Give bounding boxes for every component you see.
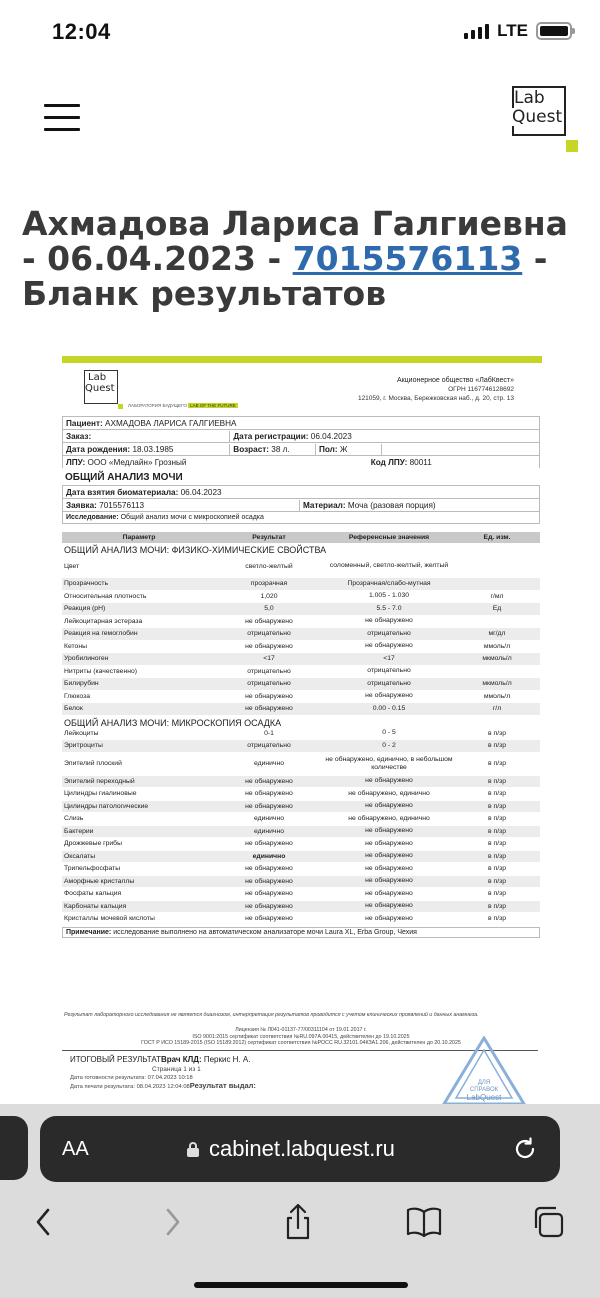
table-row: [62, 666, 540, 679]
study: Общий анализ мочи с микроскопией осадка: [120, 514, 264, 521]
result-cell: единично: [253, 760, 285, 767]
param-cell: Кетоны: [64, 642, 87, 650]
unit-cell: в п/зр: [488, 742, 506, 750]
lock-icon: [187, 1142, 199, 1157]
result-cell: единично: [252, 852, 286, 860]
reference-cell: отрицательно: [367, 629, 411, 637]
table-row: [62, 776, 540, 789]
stamp-text-2: СПРАВОК: [469, 1087, 499, 1093]
result-cell: отрицательно: [247, 630, 291, 638]
param-cell: Относительная плотность: [64, 592, 147, 600]
unit-cell: в п/зр: [488, 840, 506, 848]
logo-text-lab: Lab: [514, 88, 545, 108]
result-cell: отрицательно: [247, 667, 291, 675]
battery-icon: [536, 22, 572, 40]
unit-cell: в п/зр: [488, 827, 506, 835]
table-row: [62, 813, 540, 826]
col-units: Ед. изм.: [483, 534, 511, 541]
table-header: [62, 532, 540, 543]
table-row: [62, 826, 540, 839]
reference-cell: Прозрачная/слабо-мутная: [347, 579, 431, 587]
param-cell: Белок: [64, 705, 83, 713]
tagline-ru: ЛАБОРАТОРИЯ БУДУЩЕГО: [128, 403, 187, 408]
param-cell: Цвет: [64, 562, 80, 570]
logo-text-quest: Quest: [512, 107, 563, 127]
reference-cell: 1.005 - 1.030: [368, 592, 410, 600]
result-cell: не обнаружено: [245, 915, 293, 923]
param-cell: Трипельфосфаты: [64, 865, 121, 873]
lpu-code-label: Код ЛПУ:: [370, 457, 408, 467]
result-cell: единично: [253, 827, 285, 835]
reference-cell: не обнаружено: [365, 827, 413, 835]
result-cell: светло-желтый: [245, 562, 293, 570]
unit-cell: в п/зр: [488, 802, 506, 810]
patient-info: [62, 416, 540, 524]
reference-cell: не обнаружено, единично: [348, 789, 430, 797]
study-label: Исследование:: [66, 514, 119, 521]
result-cell: 1,020: [260, 592, 278, 600]
doc-logo-quest: Quest: [85, 383, 115, 394]
sample-date: 06.04.2023: [180, 487, 222, 497]
status-bar: [0, 0, 600, 66]
param-cell: Цилиндры гиалиновые: [64, 790, 137, 798]
result-cell: не обнаружено: [245, 890, 293, 898]
col-reference: Референсные значения: [348, 533, 430, 541]
table-row: [62, 851, 540, 864]
share-icon[interactable]: [278, 1202, 318, 1242]
reference-cell: не обнаружено, единично: [348, 814, 430, 822]
license-1: Лицензия № Л041-01137-77/00311104 от 19.01.2017 г.: [235, 1027, 367, 1033]
reference-cell: не обнаружено: [365, 852, 413, 860]
param-cell: Карбонаты кальция: [64, 902, 127, 910]
menu-icon[interactable]: [44, 104, 80, 132]
result-cell: не обнаружено: [245, 642, 293, 650]
param-cell: Лейкоциты: [64, 729, 99, 737]
param-cell: Слизь: [64, 815, 84, 823]
unit-cell: в п/зр: [488, 815, 506, 823]
table-row: [62, 628, 540, 641]
url-display[interactable]: [187, 1136, 395, 1162]
result-cell: <17: [263, 655, 275, 663]
note-text: исследование выполнено на автоматическом анализаторе мочи Laura XL, Erba Group, Чехия: [113, 928, 417, 936]
param-cell: Эпителий переходный: [64, 777, 135, 785]
reference-cell: не обнаружено: [365, 864, 413, 872]
doc-logo: [84, 370, 118, 404]
reference-cell: не обнаружено: [365, 692, 413, 700]
reference-cell: не обнаружено: [365, 877, 413, 885]
table-row: [62, 863, 540, 876]
result-cell: прозрачная: [250, 580, 288, 588]
result-cell: не обнаружено: [245, 902, 293, 910]
table-row: [62, 901, 540, 914]
stamp-text-3: LabQuest: [466, 1093, 502, 1102]
order-link[interactable]: 7015576113: [292, 239, 523, 278]
disclaimer: Результат лабораторного исследования не является диагнозом, интерпретация результатов проводится с учетом клинических проявлений и данных анамнеза.: [64, 1012, 479, 1018]
table-row: [62, 653, 540, 666]
org-name: Акционерное общество «ЛабКвест»: [396, 377, 514, 384]
text-size-button[interactable]: AA: [62, 1138, 89, 1160]
stamp: [442, 1036, 526, 1106]
table-row: [62, 703, 540, 716]
result-cell: не обнаружено: [245, 692, 293, 700]
table-row: [62, 678, 540, 691]
param-cell: Аморфные кристаллы: [64, 877, 135, 885]
tabs-icon[interactable]: [530, 1202, 570, 1242]
reference-cell: 0 - 5: [382, 729, 396, 737]
subsection-physchem: ОБЩИЙ АНАЛИЗ МОЧИ: ФИЗИКО-ХИМИЧЕСКИЕ СВОЙСТВА: [64, 545, 327, 555]
results-table: [62, 532, 540, 938]
table-row: [62, 578, 540, 591]
sample-date-label: Дата взятия биоматериала:: [66, 487, 179, 497]
param-cell: Цилиндры патологические: [64, 802, 149, 810]
lpu: ООО «Медлайн» Грозный: [87, 457, 187, 467]
table-row: [62, 591, 540, 604]
unit-cell: в п/зр: [488, 890, 506, 898]
reference-cell: отрицательно: [367, 667, 411, 675]
stamp-text-1: ДЛЯ: [477, 1080, 491, 1086]
lpu-label: ЛПУ:: [66, 457, 86, 467]
patient-label: Пациент:: [66, 418, 103, 428]
result-cell: не обнаружено: [245, 705, 293, 713]
issued-label: Результат выдал:: [189, 1080, 256, 1090]
reference-cell: не обнаружено: [365, 902, 413, 910]
age-label: Возраст:: [233, 444, 270, 454]
page-title: [22, 206, 582, 311]
page-info: Страница 1 из 1: [152, 1065, 201, 1073]
back-icon[interactable]: [26, 1202, 66, 1242]
result-cell: не обнаружено: [245, 777, 293, 785]
param-cell: Реакция на гемоглобин: [64, 630, 138, 638]
doc-accent-bar: [62, 356, 542, 363]
age: 38 л.: [271, 444, 290, 454]
reload-icon[interactable]: [512, 1136, 538, 1167]
param-cell: Эритроциты: [64, 742, 103, 750]
param-cell: Прозрачность: [64, 580, 109, 588]
result-document: [60, 356, 542, 1116]
reference-cell: не обнаружено: [365, 839, 413, 847]
bottom-nav: [0, 1192, 600, 1262]
final-result-label: ИТОГОВЫЙ РЕЗУЛЬТАТ: [70, 1054, 161, 1064]
param-cell: Уробилиноген: [64, 655, 109, 663]
print-date: Дата печати результата: 08.04.2023 12:04:08: [70, 1083, 190, 1090]
param-cell: Нитриты (качественно): [64, 667, 137, 675]
param-cell: Лейкоцитарная эстераза: [64, 617, 143, 625]
reg-date: 06.04.2023: [310, 431, 352, 441]
reference-cell: не обнаружено: [365, 642, 413, 650]
reg-date-label: Дата регистрации:: [233, 431, 309, 441]
unit-cell: ммоль/л: [483, 692, 511, 700]
reference-cell: <17: [383, 654, 395, 662]
section-title: ОБЩИЙ АНАЛИЗ МОЧИ: [65, 472, 183, 483]
lpu-code: 80011: [409, 457, 432, 467]
browser-toolbar: [0, 1104, 600, 1298]
url-text: cabinet.labquest.ru: [209, 1136, 395, 1161]
previous-tab[interactable]: [0, 1116, 28, 1180]
param-cell: Глюкоза: [64, 692, 91, 700]
param-cell: Реакция (pH): [64, 605, 106, 613]
unit-cell: в п/зр: [488, 877, 506, 885]
table-row: [62, 555, 540, 578]
status-indicators: [464, 21, 572, 41]
param-cell: Эпителий плоский: [64, 760, 122, 767]
table-row: [62, 691, 540, 704]
reference-cell: 5.5 - 7.0: [376, 604, 402, 612]
param-cell: Билирубин: [64, 680, 99, 688]
reference-cell: не обнаружено: [365, 914, 413, 922]
doc-org-info: [358, 376, 514, 403]
unit-cell: в п/зр: [488, 729, 506, 737]
unit-cell: мг/дл: [488, 630, 506, 638]
sex: Ж: [339, 444, 348, 454]
network-type: LTE: [497, 21, 528, 40]
unit-cell: в п/зр: [488, 760, 506, 767]
request-number: 7015576113: [99, 500, 145, 510]
unit-cell: мкмоль/л: [482, 680, 512, 688]
subsection-microscopy: ОБЩИЙ АНАЛИЗ МОЧИ: МИКРОСКОПИЯ ОСАДКА: [64, 717, 282, 728]
home-indicator[interactable]: [194, 1282, 408, 1288]
param-cell: Оксалаты: [64, 852, 96, 860]
reference-cell: отрицательно: [367, 679, 411, 687]
doctor-name: Перкис Н. А.: [203, 1054, 251, 1064]
unit-cell: ммоль/л: [483, 642, 511, 650]
org-ogrn: ОГРН 1167746128692: [448, 386, 514, 393]
forward-icon[interactable]: [150, 1202, 190, 1242]
unit-cell: в п/зр: [488, 865, 506, 873]
birth-label: Дата рождения:: [66, 444, 131, 454]
table-row: [62, 740, 540, 753]
result-cell: отрицательно: [247, 742, 291, 750]
order-label: Заказ:: [66, 431, 92, 441]
table-row: [62, 603, 540, 616]
reference-cell: не обнаружено: [365, 802, 413, 810]
unit-cell: Ед: [492, 605, 502, 613]
result-cell: не обнаружено: [245, 790, 293, 798]
result-cell: 5,0: [264, 605, 274, 613]
result-cell: единично: [253, 815, 285, 823]
reference-cell: соломенный, светло-желтый, желтый: [329, 562, 449, 569]
unit-cell: г/мл: [490, 592, 504, 600]
table-row: [62, 788, 540, 801]
table-row: [62, 753, 540, 776]
table-row: [62, 801, 540, 814]
table-row: [62, 876, 540, 889]
title-prefix: Ахмадова Лариса Галгиевна - 06.04.2023 -: [22, 204, 568, 278]
note-label: Примечание:: [66, 928, 112, 936]
patient-name: АХМАДОВА ЛАРИСА ГАЛГИЕВНА: [105, 418, 237, 428]
result-cell: не обнаружено: [245, 617, 293, 625]
request-label: Заявка:: [66, 500, 97, 510]
tagline-en: LAB OF THE FUTURE: [190, 403, 236, 408]
reference-cell: не обнаружено, единично, в небольшом количестве: [325, 755, 453, 771]
unit-cell: мкмоль/л: [482, 655, 512, 663]
table-row: [62, 641, 540, 654]
license-2: ISO 9001:2015 сертификат соответствия №RU.097А.00415, действителен до 19.10.2025: [192, 1033, 410, 1040]
table-row: [62, 728, 540, 741]
material-label: Материал:: [303, 500, 346, 510]
table-row: [62, 888, 540, 901]
status-time: 12:04: [52, 19, 111, 44]
doctor-label: Врач КЛД:: [160, 1054, 202, 1064]
col-parameter: Параметр: [122, 534, 156, 541]
address-bar[interactable]: [40, 1116, 560, 1182]
param-cell: Бактерии: [64, 827, 94, 835]
material: Моча (разовая порция): [347, 500, 436, 510]
reference-cell: не обнаружено: [365, 777, 413, 785]
result-cell: 0-1: [264, 729, 274, 737]
reference-cell: 0.00 - 0.15: [372, 704, 406, 712]
unit-cell: в п/зр: [488, 915, 506, 923]
result-cell: не обнаружено: [245, 840, 293, 848]
result-cell: не обнаружено: [245, 877, 293, 885]
result-cell: отрицательно: [247, 680, 291, 688]
unit-cell: в п/зр: [488, 790, 506, 798]
param-cell: Дрожжевые грибы: [64, 840, 122, 848]
note: [62, 927, 540, 938]
table-row: [62, 838, 540, 851]
bookmarks-icon[interactable]: [404, 1202, 444, 1242]
reference-cell: не обнаружено: [365, 889, 413, 897]
result-cell: не обнаружено: [245, 802, 293, 810]
sex-label: Пол:: [318, 444, 338, 454]
birth-date: 18.03.1985: [132, 444, 174, 454]
doc-tagline: [128, 403, 238, 408]
param-cell: Фосфаты кальция: [64, 890, 122, 898]
doc-logo-lab: Lab: [88, 372, 107, 383]
table-row: [62, 913, 540, 926]
ready-date: Дата готовности результата: 07.04.2023 10:18: [70, 1074, 193, 1081]
unit-cell: в п/зр: [488, 852, 506, 860]
table-row: [62, 616, 540, 629]
unit-cell: в п/зр: [488, 777, 506, 785]
unit-cell: в п/зр: [488, 902, 506, 910]
signal-icon: [464, 24, 489, 39]
param-cell: Кристаллы мочевой кислоты: [64, 915, 155, 923]
title-suffix: - Бланк результатов: [22, 239, 548, 313]
col-result: Результат: [252, 534, 286, 541]
labquest-logo[interactable]: [510, 84, 580, 152]
reference-cell: 0 - 2: [382, 741, 396, 749]
unit-cell: г/л: [492, 705, 502, 713]
reference-cell: не обнаружено: [365, 617, 413, 625]
org-address: 121059, г. Москва, Бережковская наб., д. 20, стр. 13: [357, 395, 514, 402]
result-cell: не обнаружено: [245, 865, 293, 873]
license-3: ГОСТ Р ИСО 15189-2015 (ISO 15189:2012) сертификат соответствия №РОСС RU.32101.04КЗА1.206, действителен до 20.10.2025: [141, 1040, 461, 1046]
